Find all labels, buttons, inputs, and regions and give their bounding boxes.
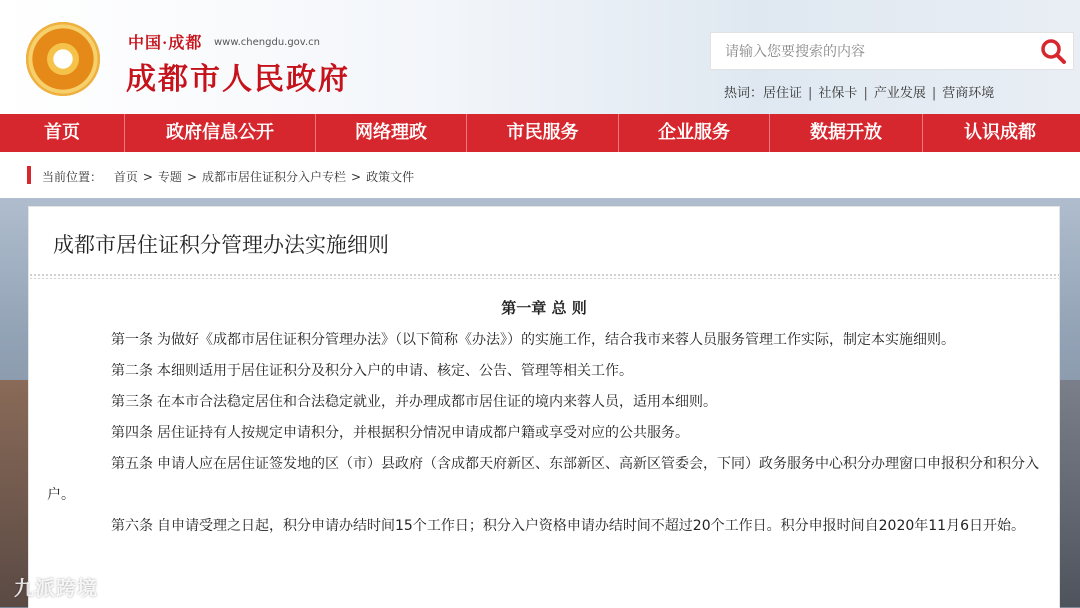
city-emblem-icon[interactable] xyxy=(26,22,100,96)
nav-item-home[interactable]: 首页 xyxy=(0,114,125,152)
clause-number: 第三条 xyxy=(111,394,153,410)
hot-word-link[interactable]: 居住证 xyxy=(763,86,803,101)
clause-text: 自申请受理之日起，积分申请办结时间15个工作日；积分入户资格申请办结时间不超过20个工作日。积分申报时间自2020年11月6日开始。 xyxy=(157,518,1025,534)
breadcrumb-trail xyxy=(42,168,414,185)
breadcrumb-link-policy[interactable]: 政策文件 xyxy=(366,170,415,184)
nav-item-gov-info[interactable]: 政府信息公开 xyxy=(125,114,316,152)
clause-text: 为做好《成都市居住证积分管理办法》（以下简称《办法》）的实施工作，结合我市来蓉人员服务管理工作实际，制定本实施细则。 xyxy=(157,332,955,348)
breadcrumb xyxy=(0,152,1080,198)
breadcrumb-link-column[interactable]: 成都市居住证积分入户专栏 xyxy=(202,170,347,184)
watermark: 九派跨境 xyxy=(14,576,98,600)
article-clause xyxy=(47,418,1047,449)
article-clause xyxy=(47,449,1047,511)
article-clause xyxy=(47,325,1047,356)
hot-words-label: 热词： xyxy=(724,86,764,101)
article-clause xyxy=(47,356,1047,387)
hot-word-link[interactable]: 社保卡 xyxy=(818,86,858,101)
nav-item-online-governance[interactable]: 网络理政 xyxy=(316,114,467,152)
nav-item-know-chengdu[interactable]: 认识成都 xyxy=(964,122,1036,143)
article-body xyxy=(47,325,1047,542)
breadcrumb-separator: > xyxy=(142,170,153,184)
breadcrumb-separator: > xyxy=(186,170,197,184)
clause-number: 第五条 xyxy=(111,456,153,472)
hot-words: 热词：居住证 | 社保卡 | 产业发展 | 营商环境 xyxy=(724,86,995,101)
article-clause xyxy=(47,511,1047,542)
breadcrumb-marker xyxy=(27,166,31,184)
clause-number: 第二条 xyxy=(111,363,153,379)
breadcrumb-label: 当前位置： xyxy=(42,170,103,184)
clause-text: 在本市合法稳定居住和合法稳定就业，并办理成都市居住证的境内来蓉人员，适用本细则。 xyxy=(157,394,717,410)
site-header xyxy=(0,0,1080,114)
breadcrumb-separator: > xyxy=(351,170,362,184)
logo-url: www.chengdu.gov.cn xyxy=(214,37,320,48)
search-box xyxy=(710,32,1074,70)
clause-number: 第六条 xyxy=(111,518,153,534)
search-button[interactable] xyxy=(1039,37,1067,65)
clause-text: 居住证持有人按规定申请积分，并根据积分情况申请成都户籍或享受对应的公共服务。 xyxy=(157,425,689,441)
article-panel xyxy=(28,206,1060,608)
chapter-heading: 第一章 总 则 xyxy=(501,299,587,317)
dotted-divider xyxy=(29,273,1059,279)
clause-text: 申请人应在居住证签发地的区（市）县政府（含成都天府新区、东部新区、高新区管委会，下同）政务服务中心积分办理窗口申报积分和积分入户。 xyxy=(47,456,1039,503)
hot-word-link[interactable]: 营商环境 xyxy=(942,86,995,101)
search-input[interactable] xyxy=(711,33,1037,71)
logo-tagline: 中国·成都 xyxy=(128,35,203,52)
clause-number: 第四条 xyxy=(111,425,153,441)
article-title: 成都市居住证积分管理办法实施细则 xyxy=(53,233,389,257)
breadcrumb-link-home[interactable]: 首页 xyxy=(113,170,138,184)
nav-item-enterprise-services[interactable]: 企业服务 xyxy=(619,114,770,152)
article-clause xyxy=(47,387,1047,418)
breadcrumb-link-topic[interactable]: 专题 xyxy=(157,170,182,184)
clause-number: 第一条 xyxy=(111,332,153,348)
site-logo-title[interactable]: 成都市人民政府 xyxy=(126,63,350,96)
hot-word-link[interactable]: 产业发展 xyxy=(873,86,926,101)
nav-item-citizen-services[interactable]: 市民服务 xyxy=(467,114,619,152)
nav-item-open-data[interactable]: 数据开放 xyxy=(770,114,923,152)
background-building-right xyxy=(1058,380,1080,607)
search-icon xyxy=(1039,37,1067,65)
clause-text: 本细则适用于居住证积分及积分入户的申请、核定、公告、管理等相关工作。 xyxy=(157,363,633,379)
main-nav xyxy=(0,114,1080,152)
